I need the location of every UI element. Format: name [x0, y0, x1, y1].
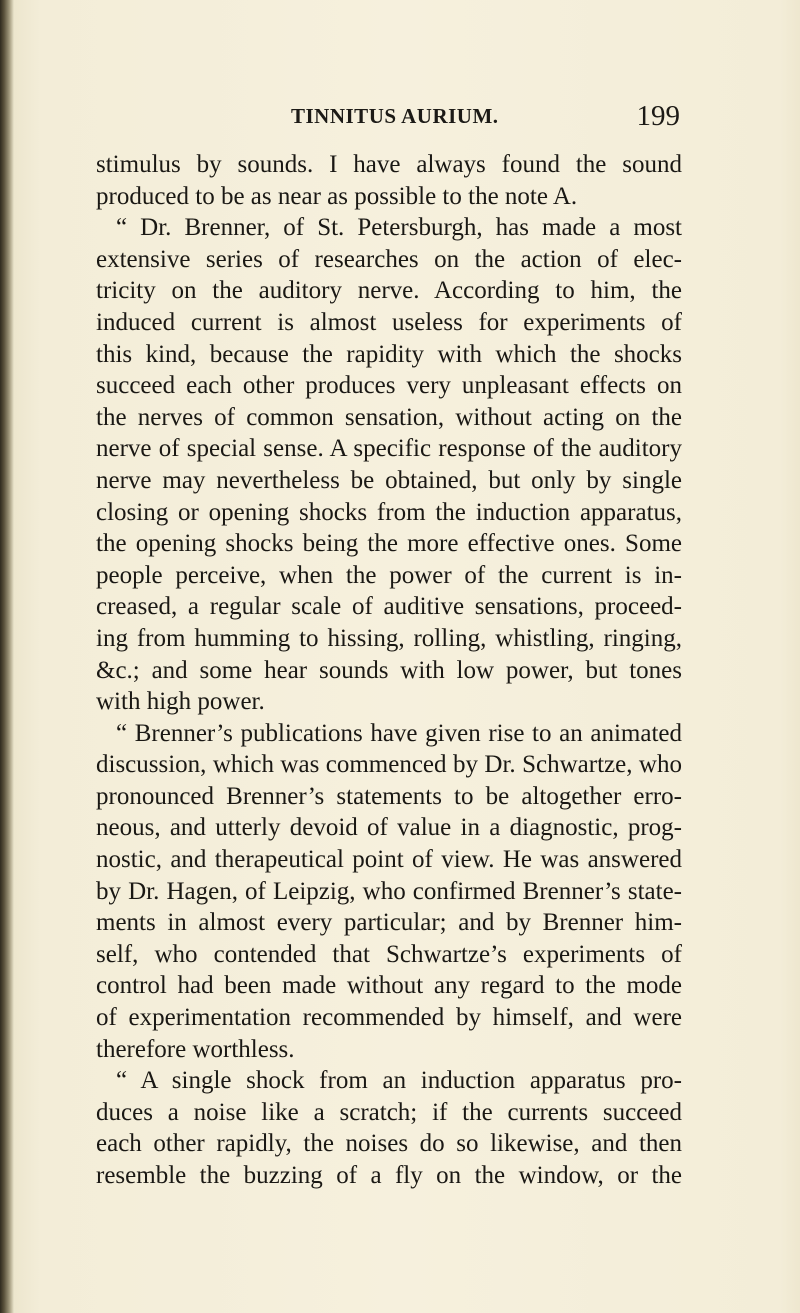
text-line: people perceive, when the power of the current is in- — [96, 561, 682, 589]
text-line: pronounced Brenner’s statements to be altogether erro- — [96, 782, 682, 810]
text-line: neous, and utterly devoid of value in a diagnostic, prog- — [96, 814, 682, 842]
text-line: &c.; and some hear sounds with low power, but tones — [96, 656, 682, 684]
text-line: closing or opening shocks from the induction apparatus, — [96, 498, 682, 526]
text-line: discussion, which was commenced by Dr. Schwartze, who — [96, 751, 682, 779]
text-line: tricity on the auditory nerve. According to him, the — [96, 277, 682, 305]
text-line: extensive series of researches on the action of elec- — [96, 245, 682, 273]
page-gutter-shadow — [0, 0, 14, 1313]
text-line: self, who contended that Schwartze’s experiments of — [96, 940, 682, 968]
text-line: therefore worthless. — [96, 1035, 295, 1063]
text-line: produced to be as near as possible to the note A. — [96, 182, 578, 210]
text-line: nerve of special sense. A specific response of the auditory — [96, 435, 682, 463]
text-line: induced current is almost useless for experiments of — [96, 308, 682, 336]
text-line: the nerves of common sensation, without acting on the — [96, 403, 682, 431]
text-line: control had been made without any regard to the mode — [96, 972, 682, 1000]
running-title: TINNITUS AURIUM. — [291, 104, 499, 128]
text-line: duces a noise like a scratch; if the currents succeed — [96, 1098, 682, 1126]
text-line: nostic, and therapeutical point of view. He was answered — [96, 846, 682, 874]
text-line: this kind, because the rapidity with which the shocks — [96, 340, 682, 368]
text-line: stimulus by sounds. I have always found the sound — [96, 151, 682, 178]
text-line: resemble the buzzing of a fly on the window, or the — [96, 1162, 682, 1189]
text-line: succeed each other produces very unpleasant effects on — [96, 372, 682, 400]
text-line: creased, a regular scale of auditive sensations, proceed- — [96, 593, 682, 621]
text-line: “ Brenner’s publications have given rise to an animated — [116, 719, 682, 747]
text-line: of experimentation recommended by himself, and were — [96, 1004, 682, 1032]
page-header — [96, 100, 680, 138]
body-text — [96, 149, 682, 1192]
text-line: with high power. — [96, 688, 265, 716]
text-line: the opening shocks being the more effective ones. Some — [96, 530, 682, 558]
text-line: ments in almost every particular; and by Brenner him- — [96, 909, 682, 937]
page-number: 199 — [636, 100, 680, 132]
text-line: each other rapidly, the noises do so likewise, and then — [96, 1130, 682, 1158]
text-line: “ Dr. Brenner, of St. Petersburgh, has made a most — [116, 214, 682, 242]
text-line: nerve may nevertheless be obtained, but only by single — [96, 466, 682, 494]
text-line: ing from humming to hissing, rolling, whistling, ringing, — [96, 624, 682, 652]
text-line: “ A single shock from an induction apparatus pro- — [116, 1067, 682, 1095]
text-line: by Dr. Hagen, of Leipzig, who confirmed Brenner’s state- — [96, 877, 682, 905]
